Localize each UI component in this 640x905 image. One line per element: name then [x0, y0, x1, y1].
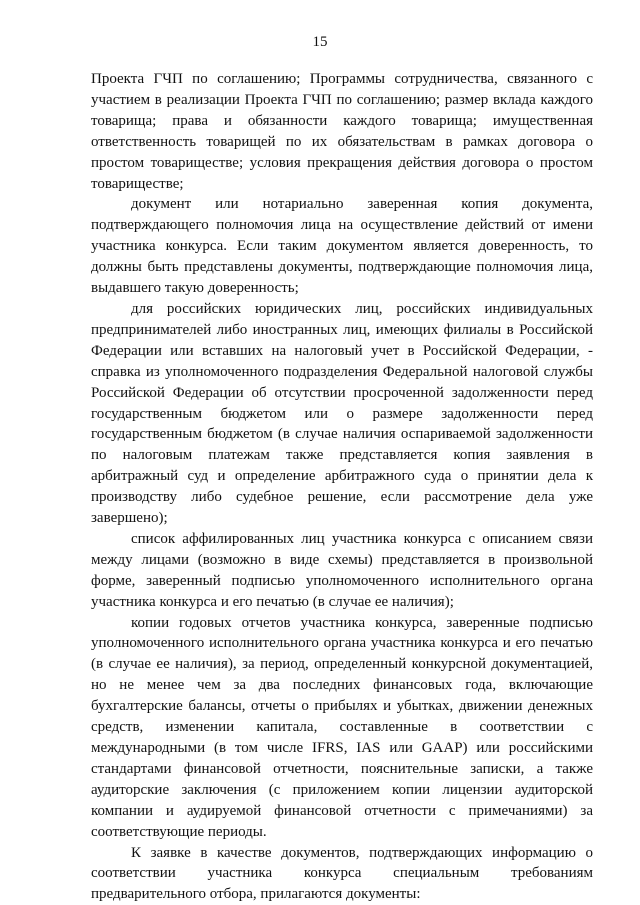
paragraph-qualification-documents: К заявке в качестве документов, подтверждающих информацию о соответствии участника конкурса специальным требованиям предварительного отбора, прилагаются документы: [91, 844, 593, 903]
document-body [91, 69, 593, 905]
paragraph-partnership-terms: Проекта ГЧП по соглашению; Программы сотрудничества, связанного с участием в реализации Проекта ГЧП по соглашению; размер вклада каждого товарища; права и обязанности каждого товарища; имущественная ответственность товарищей по их обязательствам в рамках договора о простом товариществе; условия прекращения действия договора о простом товариществе; [91, 71, 593, 192]
page-number: 15 [312, 34, 328, 50]
paragraph-authority-document: документ или нотариально заверенная копия документа, подтверждающего полномочия лица на осуществление действий от имени участника конкурса. Если таким документом является доверенность, то должны быть представлены документы, подтверждающие полномочия лица, выдавшего такую доверенность; [91, 196, 593, 297]
paragraph-affiliated-persons: список аффилированных лиц участника конкурса с описанием связи между лицами (возможно в виде схемы) представляется в произвольной форме, заверенный подписью уполномоченного исполнительного органа участника конкурса и его печатью (в случае ее наличия); [91, 530, 593, 610]
paragraph-tax-certificate: для российских юридических лиц, российских индивидуальных предпринимателей либо иностранных лиц, имеющих филиалы в Российской Федерации или вставших на налоговый учет в Российской Федерации, - справка из уполномоченного подразделения Федеральной налоговой службы Российской Федерации об отсутствии просроченной задолженности перед государственным бюджетом или о размере задолженности перед государственным бюджетом (в случае наличия оспариваемой задолженности по налоговым платежам также представляется копия заявления в арбитражный суд и определение арбитражного суда о принятии дела к производству либо судебное решение, если рассмотрение дела уже завершено); [91, 300, 593, 527]
paragraph-annual-reports: копии годовых отчетов участника конкурса, заверенные подписью уполномоченного исполнительного органа участника конкурса и его печатью (в случае ее наличия), за период, определенный конкурсной документацией, но не менее чем за два последних финансовых года, включающие бухгалтерские балансы, отчеты о прибылях и убытках, движении денежных средств, изменении капитала, составленные в соответствии с международными (в том числе IFRS, IAS или GAAP) или российскими стандартами финансовой отчетности, пояснительные записки, а также аудиторские заключения (с приложением копии лицензии аудиторской компании и аудируемой финансовой отчетности с примечаниями) за соответствующие периоды. [91, 614, 593, 840]
